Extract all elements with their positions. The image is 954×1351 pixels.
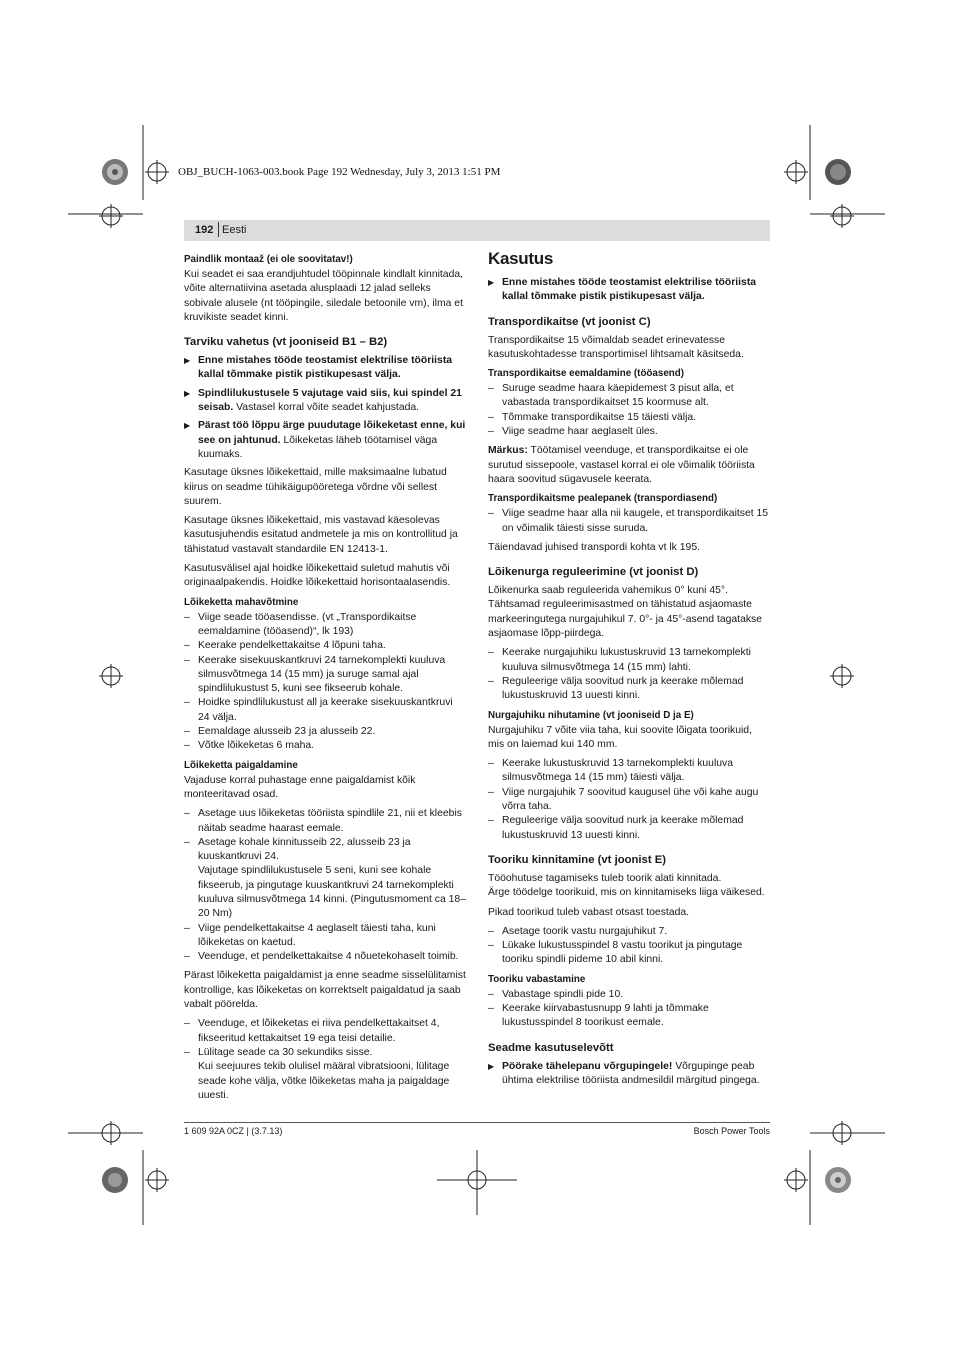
note: Märkus: Töötamisel veenduge, et transpordikaitse ei ole surutud sissepoole, vastasel korral ei ole võimalik tööriista haara soovitud sügavusele keerata. (488, 445, 755, 485)
list-item: – Viige nurgajuhik 7 soovitud kaugusel ühe või kahe augu võrra taha. (488, 786, 759, 813)
list-item: – Veenduge, et pendelkettakaitse 4 nõuetekohaselt toimib. (184, 951, 459, 963)
guide-list (488, 757, 770, 843)
warning-bullet: ▶ Spindlilukustusele 5 vajutage vaid siis, kui spindel 21 seisab. Vastasel korral võite seadet kahjustada. (184, 387, 466, 416)
warning-bullet: ▶ Pöörake tähelepanu võrgupingele! Võrgupinge peab ühtima elektrilise tööriista andmesildil märgitud pingega. (488, 1060, 770, 1089)
release-title: Tooriku vabastamine (488, 973, 586, 985)
footer-rule (184, 1122, 770, 1123)
list-item: – Viige seade tööasendisse. (vt „Transpordikaitse eemaldamine (tööasend)“, lk 193) (184, 611, 417, 637)
right-column (488, 248, 770, 1092)
list-item: – Võtke lõikeketas 6 maha. (184, 740, 315, 752)
transport-title: Transpordikaitse (vt joonist C) (488, 315, 651, 328)
footer-brand: Bosch Power Tools (693, 1126, 770, 1136)
transport-remove-title: Transpordikaitse eemaldamine (tööasend) (488, 368, 684, 380)
list-item: – Viige seadme haar alla nii kaugele, et transpordikaitset 15 on võimalik täiesti sisse suruda. (488, 508, 769, 534)
startup-title: Seadme kasutuselevõtt (488, 1041, 614, 1054)
warning-bullet: ▶ Enne mistahes tööde teostamist elektrilise tööriista kallal tõmmake pistik pistikupesast välja. (488, 276, 770, 305)
header-separator (218, 222, 219, 237)
clamp-text2: Pikad toorikud tuleb vabast otsast toestada. (488, 906, 690, 918)
list-item: – Lükake lukustusspindel 8 vastu toorikut ja pingutage tooriku spindli pideme 10 abil kinni. (488, 940, 743, 966)
release-list (488, 988, 770, 1031)
transport-text: Transpordikaitse 15 võimaldab seadet erinevatesse kasutuskohtadesse transportimisel lihtsamalt käsitseda. (488, 334, 744, 360)
page-number: 192 (195, 224, 214, 236)
install-list (184, 807, 466, 964)
list-item: – Asetage toorik vastu nurgajuhikut 7. (488, 925, 668, 937)
transport-apply-list (488, 507, 770, 536)
montage-text: Kui seadet ei saa erandjuhtudel tööpinnale kindlalt kinnitada, võite alternatiivina asetada alusplaadi 12 jalad selleks sobivale alusele (nt tööpingile, siledale betoonile vm), ilma et kruvikiste seadet kinni. (184, 269, 464, 323)
footer-code: 1 609 92A 0CZ | (3.7.13) (184, 1126, 283, 1136)
list-item: – Viige seadme haar aeglaselt üles. (488, 426, 658, 438)
list-item: – Reguleerige välja soovitud nurk ja keerake mõlemad lukustuskruvid 13 uuesti kinni. (488, 675, 744, 702)
install-title: Lõikeketta paigaldamine (184, 759, 298, 771)
page-header-bar (184, 220, 770, 241)
list-item: – Reguleerige välja soovitud nurk ja keerake mõlemad lukustuskruvid 13 uuesti kinni. (488, 815, 744, 841)
after-list (184, 1017, 466, 1103)
list-item: – Keerake kiirvabastusnupp 9 lahti ja tõmmake lukustusspindel 8 toorikust eemale. (488, 1002, 709, 1029)
angle-title: Lõikenurga reguleerimine (vt joonist D) (488, 566, 699, 579)
clamp-title: Tooriku kinnitamine (vt joonist E) (488, 853, 667, 866)
paragraph: Kasutage üksnes lõikekettaid, mis vastavad käesolevas kasutusjuhendis esitatud andmetele ja mis on kontrollitud ja tähistatud vastavalt standardile EN 12413-1. (184, 515, 458, 555)
transport-remove-list (488, 382, 770, 439)
angle-text: Lõikenurka saab reguleerida vahemikus 0° kuni 45°. Tähtsamad reguleerimisastmed on tähistatud asjaomaste markeeringutega nurgajuhikul 7. 0°- ja 45°-asend tagatakse asjaomase lõpp-piirdega. (488, 585, 763, 640)
warning-bullet: ▶ Enne mistahes tööde teostamist elektrilise tööriista kallal tõmmake pistik pistikupesast välja. (184, 354, 466, 383)
list-item: – Hoidke spindlilukustust all ja keerake sisekuuskantkruvi 24 välja. (184, 697, 453, 723)
angle-list (488, 646, 770, 703)
removal-title: Lõikeketta mahavõtmine (184, 596, 299, 608)
list-item: – Keerake pendelkettakaitse 4 lõpuni taha. (184, 640, 386, 652)
accessory-title: Tarviku vahetus (vt jooniseid B1 – B2) (184, 336, 388, 349)
guide-text: Nurgajuhiku 7 võite viia taha, kui soovite lõigata toorikuid, mis on laiemad kui 140 mm. (488, 724, 752, 750)
list-item: – Lülitage seade ca 30 sekundiks sisse. Kui seejuures tekib olulisel määral vibratsiooni, lülitage seade kohe välja, võtke lõikeketas maha ja paigaldage uuesti. (184, 1046, 450, 1101)
registration-mark-tr (784, 160, 808, 184)
triangle-right-icon: ▶ (488, 278, 495, 287)
list-item: – Tõmmake transpordikaitse 15 täiesti välja. (488, 411, 697, 423)
list-item: – Vabastage spindli pide 10. (488, 988, 624, 1000)
left-column (184, 248, 466, 1108)
triangle-right-icon: ▶ (488, 1061, 495, 1071)
triangle-right-icon: ▶ (184, 388, 191, 398)
registration-mark-tl (145, 160, 169, 184)
paragraph: Kasutusvälisel ajal hoidke lõikekettaid suletud mahutis või originaalpakendis. Hoidke lõikekettaid horisontaalasendis. (184, 563, 451, 589)
list-item: – Suruge seadme haara käepidemest 3 pisut alla, et vabastada transpordikaitset 15 koormuse alt. (488, 383, 734, 409)
clamp-text: Tööohutuse tagamiseks tuleb toorik alati kinnitada. Ärge töödelge toorikuid, mis on kinnitamiseks liiga väikesed. (488, 872, 765, 899)
guide-title: Nurgajuhiku nihutamine (vt jooniseid D ja E) (488, 709, 694, 721)
transport-more: Täiendavad juhised transpordi kohta vt lk 195. (488, 541, 700, 553)
list-item: – Viige pendelkettakaitse 4 aeglaselt täiesti taha, kuni lõikeketas on kaetud. (184, 922, 436, 948)
header-language: Eesti (222, 224, 247, 236)
install-intro: Vajaduse korral puhastage enne paigaldamist kõik monteeritavad osad. (184, 774, 416, 800)
list-item: – Keerake lukustuskruvid 13 tarnekomplekti kuuluva silmusvõtmega 14 (15 mm) täiesti välja. (488, 758, 734, 784)
list-item: – Eemaldage alusseib 23 ja alusseib 22. (184, 726, 376, 738)
clamp-list (488, 925, 770, 968)
list-item: – Asetage kohale kinnitusseib 22, alusseib 23 ja kuuskantkruvi 24. Vajutage spindlilukustusele 5 seni, kuni see kohale fikseerub, ja pingutage kuuskantkruvi 24 tarnekomplekti kuuluva silmusvõtmega 14 kinni. (Pingutusmoment ca 18–20 Nm) (184, 836, 466, 920)
list-item: – Veenduge, et lõikeketas ei riiva pendelkettakaitset 4, fikseeritud kettakaitset 19 ega teisi detailie. (184, 1018, 440, 1044)
print-slug: OBJ_BUCH-1063-003.book Page 192 Wednesday, July 3, 2013 1:51 PM (178, 166, 501, 178)
after-text: Pärast lõikeketta paigaldamist ja enne seadme sisselülitamist kontrollige, kas lõikeketas on korrektselt paigaldatud ja saab vabalt pöörelda. (184, 970, 466, 1011)
transport-apply-title: Transpordikaitsme pealepanek (transpordiasend) (488, 493, 718, 505)
list-item: – Asetage uus lõikeketas tööriista spindlile 21, nii et kleebis näitab seadme haarast eemale. (184, 808, 462, 834)
montage-title: Paindlik montaaž (ei ole soovitatav!) (184, 254, 353, 265)
paragraph: Kasutage üksnes lõikekettaid, mille maksimaalne lubatud kiirus on seadme tühikäigupööretega võrdne või sellest suurem. (184, 467, 447, 507)
warning-bullet: ▶ Pärast töö lõppu ärge puudutage lõikeketast enne, kui see on jahtunud. Lõikeketas läheb töötamisel väga kuumaks. (184, 419, 466, 462)
triangle-right-icon: ▶ (184, 421, 191, 431)
removal-list (184, 611, 466, 754)
triangle-right-icon: ▶ (184, 356, 191, 366)
section-title: Kasutus (488, 249, 553, 268)
list-item: – Keerake nurgajuhiku lukustuskruvid 13 tarnekomplekti kuuluva silmusvõtmega 14 (15 mm) lahti. (488, 647, 751, 673)
list-item: – Keerake sisekuuskantkruvi 24 tarnekomplekti kuuluva silmusvõtmega 14 (15 mm) ja suruge samal ajal spindlilukustust 5, kuni see fikseerub kohale. (184, 654, 446, 695)
